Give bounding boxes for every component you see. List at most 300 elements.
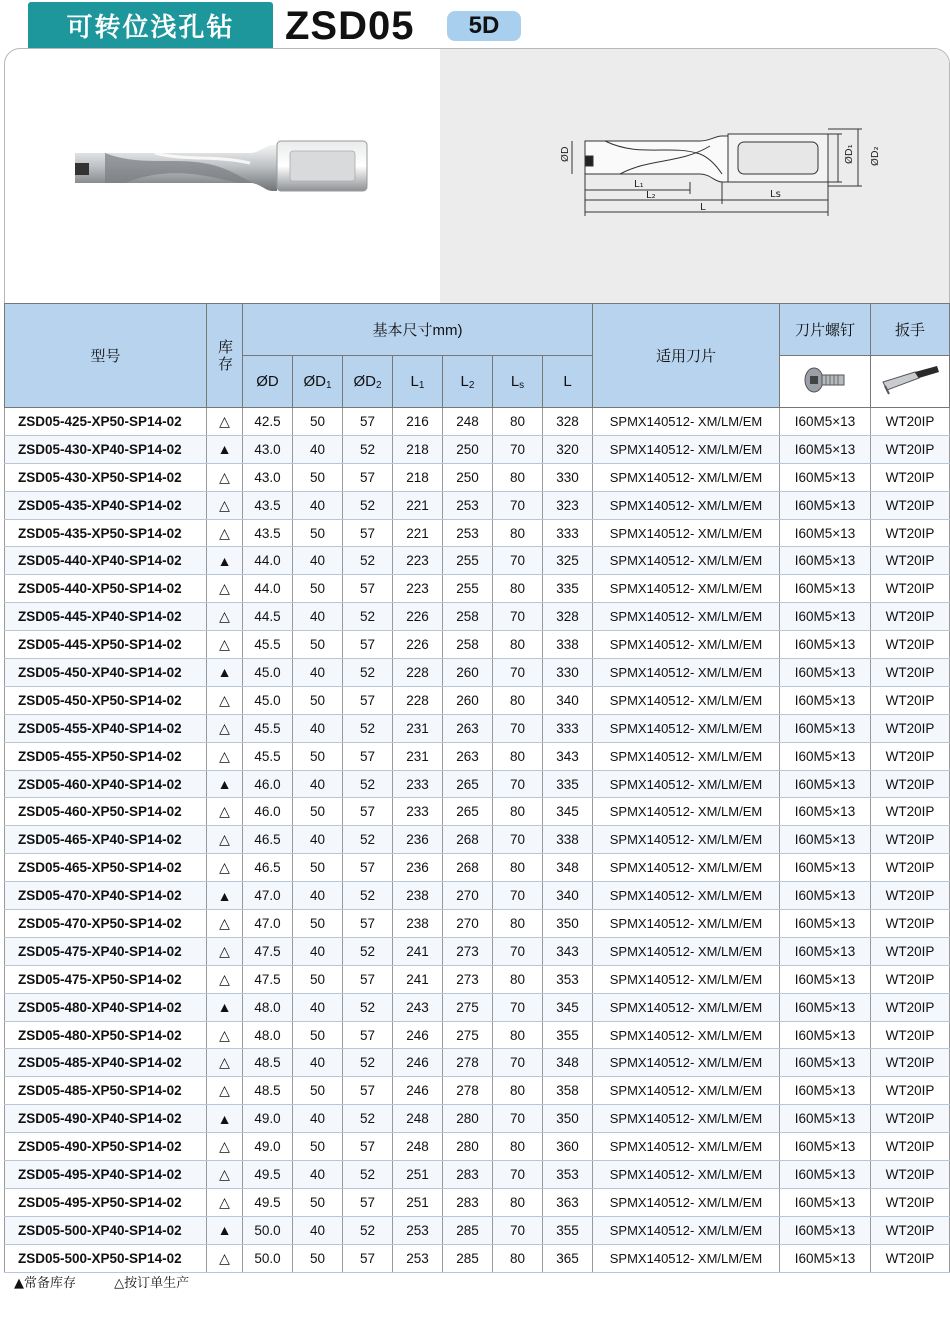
cell-d2: 57 bbox=[343, 742, 393, 770]
cell-stock: △ bbox=[207, 965, 243, 993]
cell-insert: SPMX140512- XM/LM/EM bbox=[593, 714, 780, 742]
drill-photo-icon bbox=[65, 139, 370, 199]
cell-screw: I60M5×13 bbox=[780, 491, 871, 519]
cell-d2: 52 bbox=[343, 770, 393, 798]
cell-d: 44.0 bbox=[243, 547, 293, 575]
cell-l1: 236 bbox=[393, 826, 443, 854]
cell-d2: 52 bbox=[343, 826, 393, 854]
cell-ls: 80 bbox=[493, 686, 543, 714]
cell-insert: SPMX140512- XM/LM/EM bbox=[593, 631, 780, 659]
image-panel bbox=[4, 48, 950, 306]
cell-l2: 258 bbox=[443, 631, 493, 659]
cell-ls: 80 bbox=[493, 1133, 543, 1161]
table-row bbox=[5, 937, 950, 965]
table-row bbox=[5, 1049, 950, 1077]
cell-model: ZSD05-490-XP40-SP14-02 bbox=[5, 1105, 207, 1133]
cell-ls: 70 bbox=[493, 770, 543, 798]
table-row bbox=[5, 770, 950, 798]
cell-wrench: WT20IP bbox=[871, 826, 950, 854]
cell-l1: 231 bbox=[393, 742, 443, 770]
cell-d: 47.5 bbox=[243, 965, 293, 993]
cell-insert: SPMX140512- XM/LM/EM bbox=[593, 659, 780, 687]
cell-screw: I60M5×13 bbox=[780, 1216, 871, 1244]
col-wrench-header: 扳手 bbox=[871, 304, 950, 356]
cell-d1: 40 bbox=[293, 1049, 343, 1077]
cell-l1: 221 bbox=[393, 519, 443, 547]
cell-insert: SPMX140512- XM/LM/EM bbox=[593, 1188, 780, 1216]
cell-stock: △ bbox=[207, 1021, 243, 1049]
cell-insert: SPMX140512- XM/LM/EM bbox=[593, 965, 780, 993]
cell-d2: 57 bbox=[343, 1133, 393, 1161]
cell-model: ZSD05-495-XP50-SP14-02 bbox=[5, 1188, 207, 1216]
cell-ls: 80 bbox=[493, 408, 543, 436]
col-ls-header: $L_s$ bbox=[493, 356, 543, 408]
cell-stock: △ bbox=[207, 1077, 243, 1105]
cell-model: ZSD05-490-XP50-SP14-02 bbox=[5, 1133, 207, 1161]
legend-made-to-order: △按订单生产 bbox=[114, 1276, 190, 1291]
cell-stock: △ bbox=[207, 575, 243, 603]
cell-l: 345 bbox=[543, 798, 593, 826]
cell-l1: 238 bbox=[393, 882, 443, 910]
cell-d: 42.5 bbox=[243, 408, 293, 436]
table-row bbox=[5, 742, 950, 770]
cell-screw: I60M5×13 bbox=[780, 1188, 871, 1216]
cell-l2: 280 bbox=[443, 1105, 493, 1133]
cell-d2: 57 bbox=[343, 519, 393, 547]
cell-ls: 80 bbox=[493, 854, 543, 882]
cell-stock: ▲ bbox=[207, 993, 243, 1021]
cell-ls: 80 bbox=[493, 463, 543, 491]
cell-ls: 70 bbox=[493, 993, 543, 1021]
cell-d2: 52 bbox=[343, 547, 393, 575]
cell-screw: I60M5×13 bbox=[780, 770, 871, 798]
cell-stock: ▲ bbox=[207, 882, 243, 910]
cell-l: 350 bbox=[543, 1105, 593, 1133]
cell-d: 46.0 bbox=[243, 798, 293, 826]
cell-insert: SPMX140512- XM/LM/EM bbox=[593, 826, 780, 854]
table-row bbox=[5, 435, 950, 463]
cell-model: ZSD05-470-XP40-SP14-02 bbox=[5, 882, 207, 910]
cell-ls: 80 bbox=[493, 965, 543, 993]
cell-d: 43.5 bbox=[243, 491, 293, 519]
cell-l1: 243 bbox=[393, 993, 443, 1021]
cell-stock: △ bbox=[207, 854, 243, 882]
cell-l1: 231 bbox=[393, 714, 443, 742]
dim-d2-label: ØD₂ bbox=[870, 146, 881, 166]
cell-l1: 253 bbox=[393, 1216, 443, 1244]
length-badge: 5D bbox=[447, 11, 521, 41]
cell-d: 45.5 bbox=[243, 714, 293, 742]
cell-stock: △ bbox=[207, 1161, 243, 1189]
cell-stock: ▲ bbox=[207, 770, 243, 798]
cell-stock: ▲ bbox=[207, 435, 243, 463]
cell-l2: 270 bbox=[443, 910, 493, 938]
cell-insert: SPMX140512- XM/LM/EM bbox=[593, 854, 780, 882]
cell-model: ZSD05-445-XP50-SP14-02 bbox=[5, 631, 207, 659]
cell-ls: 80 bbox=[493, 519, 543, 547]
cell-screw: I60M5×13 bbox=[780, 1077, 871, 1105]
cell-l1: 228 bbox=[393, 659, 443, 687]
cell-ls: 70 bbox=[493, 659, 543, 687]
cell-d2: 57 bbox=[343, 463, 393, 491]
cell-d: 46.5 bbox=[243, 854, 293, 882]
cell-insert: SPMX140512- XM/LM/EM bbox=[593, 882, 780, 910]
cell-l2: 265 bbox=[443, 770, 493, 798]
cell-d: 43.0 bbox=[243, 463, 293, 491]
cell-stock: △ bbox=[207, 1244, 243, 1272]
cell-d: 43.5 bbox=[243, 519, 293, 547]
cell-stock: △ bbox=[207, 1188, 243, 1216]
cell-wrench: WT20IP bbox=[871, 742, 950, 770]
table-row bbox=[5, 547, 950, 575]
cell-insert: SPMX140512- XM/LM/EM bbox=[593, 603, 780, 631]
cell-l1: 251 bbox=[393, 1161, 443, 1189]
cell-screw: I60M5×13 bbox=[780, 798, 871, 826]
cell-l2: 263 bbox=[443, 742, 493, 770]
cell-insert: SPMX140512- XM/LM/EM bbox=[593, 1161, 780, 1189]
cell-d: 46.5 bbox=[243, 826, 293, 854]
cell-wrench: WT20IP bbox=[871, 659, 950, 687]
cell-d1: 50 bbox=[293, 1077, 343, 1105]
cell-wrench: WT20IP bbox=[871, 491, 950, 519]
cell-model: ZSD05-455-XP40-SP14-02 bbox=[5, 714, 207, 742]
cell-d: 48.5 bbox=[243, 1077, 293, 1105]
cell-l2: 285 bbox=[443, 1244, 493, 1272]
cell-insert: SPMX140512- XM/LM/EM bbox=[593, 463, 780, 491]
cell-d1: 40 bbox=[293, 770, 343, 798]
cell-wrench: WT20IP bbox=[871, 603, 950, 631]
cell-wrench: WT20IP bbox=[871, 435, 950, 463]
cell-screw: I60M5×13 bbox=[780, 603, 871, 631]
table-row bbox=[5, 519, 950, 547]
cell-l1: 246 bbox=[393, 1077, 443, 1105]
cell-ls: 70 bbox=[493, 937, 543, 965]
cell-l: 338 bbox=[543, 826, 593, 854]
cell-insert: SPMX140512- XM/LM/EM bbox=[593, 1021, 780, 1049]
cell-stock: △ bbox=[207, 408, 243, 436]
cell-l1: 216 bbox=[393, 408, 443, 436]
cell-screw: I60M5×13 bbox=[780, 631, 871, 659]
cell-l: 358 bbox=[543, 1077, 593, 1105]
title-tab: 可转位浅孔钻 bbox=[28, 2, 273, 48]
cell-wrench: WT20IP bbox=[871, 575, 950, 603]
cell-ls: 70 bbox=[493, 547, 543, 575]
cell-stock: △ bbox=[207, 742, 243, 770]
cell-l2: 253 bbox=[443, 519, 493, 547]
col-insert-header: 适用刀片 bbox=[593, 304, 780, 408]
cell-l: 338 bbox=[543, 631, 593, 659]
cell-l: 340 bbox=[543, 882, 593, 910]
cell-model: ZSD05-450-XP40-SP14-02 bbox=[5, 659, 207, 687]
cell-insert: SPMX140512- XM/LM/EM bbox=[593, 1133, 780, 1161]
cell-l2: 253 bbox=[443, 491, 493, 519]
cell-l2: 248 bbox=[443, 408, 493, 436]
col-model-header: 型号 bbox=[5, 304, 207, 408]
cell-d2: 57 bbox=[343, 1021, 393, 1049]
cell-screw: I60M5×13 bbox=[780, 1049, 871, 1077]
cell-model: ZSD05-500-XP50-SP14-02 bbox=[5, 1244, 207, 1272]
table-row bbox=[5, 631, 950, 659]
cell-stock: △ bbox=[207, 910, 243, 938]
cell-l1: 238 bbox=[393, 910, 443, 938]
cell-d2: 57 bbox=[343, 910, 393, 938]
cell-stock: △ bbox=[207, 937, 243, 965]
cell-ls: 80 bbox=[493, 631, 543, 659]
cell-d: 49.5 bbox=[243, 1188, 293, 1216]
legend-in-stock: ▲常备库存 bbox=[14, 1276, 76, 1291]
spec-table bbox=[4, 303, 950, 1273]
cell-ls: 80 bbox=[493, 1188, 543, 1216]
table-row bbox=[5, 965, 950, 993]
cell-d: 47.0 bbox=[243, 882, 293, 910]
cell-d: 49.0 bbox=[243, 1133, 293, 1161]
col-l1-header: $L_1$ bbox=[393, 356, 443, 408]
cell-d: 48.0 bbox=[243, 993, 293, 1021]
cell-d1: 50 bbox=[293, 1188, 343, 1216]
cell-l1: 248 bbox=[393, 1105, 443, 1133]
cell-d2: 57 bbox=[343, 1188, 393, 1216]
cell-wrench: WT20IP bbox=[871, 1021, 950, 1049]
cell-l1: 233 bbox=[393, 798, 443, 826]
cell-d: 50.0 bbox=[243, 1244, 293, 1272]
cell-wrench: WT20IP bbox=[871, 519, 950, 547]
cell-l: 323 bbox=[543, 491, 593, 519]
cell-screw: I60M5×13 bbox=[780, 463, 871, 491]
cell-l1: 228 bbox=[393, 686, 443, 714]
cell-insert: SPMX140512- XM/LM/EM bbox=[593, 1049, 780, 1077]
cell-l: 353 bbox=[543, 965, 593, 993]
cell-screw: I60M5×13 bbox=[780, 686, 871, 714]
cell-ls: 70 bbox=[493, 826, 543, 854]
cell-d1: 50 bbox=[293, 1244, 343, 1272]
cell-l: 328 bbox=[543, 603, 593, 631]
cell-screw: I60M5×13 bbox=[780, 937, 871, 965]
cell-screw: I60M5×13 bbox=[780, 547, 871, 575]
cell-d1: 40 bbox=[293, 1105, 343, 1133]
cell-d1: 40 bbox=[293, 714, 343, 742]
cell-l1: 226 bbox=[393, 631, 443, 659]
cell-l2: 268 bbox=[443, 826, 493, 854]
cell-wrench: WT20IP bbox=[871, 547, 950, 575]
wrench-image-cell bbox=[871, 356, 950, 408]
cell-model: ZSD05-435-XP50-SP14-02 bbox=[5, 519, 207, 547]
cell-l: 343 bbox=[543, 937, 593, 965]
cell-d2: 52 bbox=[343, 937, 393, 965]
table-row bbox=[5, 1216, 950, 1244]
cell-wrench: WT20IP bbox=[871, 798, 950, 826]
cell-l2: 278 bbox=[443, 1049, 493, 1077]
cell-ls: 70 bbox=[493, 1105, 543, 1133]
table-row bbox=[5, 826, 950, 854]
cell-model: ZSD05-440-XP50-SP14-02 bbox=[5, 575, 207, 603]
cell-d2: 52 bbox=[343, 491, 393, 519]
cell-insert: SPMX140512- XM/LM/EM bbox=[593, 910, 780, 938]
cell-stock: △ bbox=[207, 491, 243, 519]
cell-l: 355 bbox=[543, 1216, 593, 1244]
cell-l2: 275 bbox=[443, 1021, 493, 1049]
table-row bbox=[5, 1021, 950, 1049]
cell-stock: △ bbox=[207, 686, 243, 714]
cell-d2: 57 bbox=[343, 631, 393, 659]
cell-insert: SPMX140512- XM/LM/EM bbox=[593, 770, 780, 798]
cell-l2: 263 bbox=[443, 714, 493, 742]
cell-d1: 40 bbox=[293, 659, 343, 687]
cell-l1: 246 bbox=[393, 1021, 443, 1049]
cell-d2: 57 bbox=[343, 854, 393, 882]
cell-d: 45.5 bbox=[243, 742, 293, 770]
cell-l2: 285 bbox=[443, 1216, 493, 1244]
cell-insert: SPMX140512- XM/LM/EM bbox=[593, 937, 780, 965]
cell-d2: 52 bbox=[343, 882, 393, 910]
cell-insert: SPMX140512- XM/LM/EM bbox=[593, 1077, 780, 1105]
cell-l1: 253 bbox=[393, 1244, 443, 1272]
cell-l: 330 bbox=[543, 659, 593, 687]
cell-screw: I60M5×13 bbox=[780, 1161, 871, 1189]
table-row bbox=[5, 798, 950, 826]
cell-stock: △ bbox=[207, 714, 243, 742]
cell-d: 48.0 bbox=[243, 1021, 293, 1049]
cell-wrench: WT20IP bbox=[871, 408, 950, 436]
cell-d2: 52 bbox=[343, 1216, 393, 1244]
cell-screw: I60M5×13 bbox=[780, 854, 871, 882]
cell-wrench: WT20IP bbox=[871, 965, 950, 993]
cell-d1: 40 bbox=[293, 435, 343, 463]
cell-wrench: WT20IP bbox=[871, 1077, 950, 1105]
cell-d1: 40 bbox=[293, 547, 343, 575]
cell-insert: SPMX140512- XM/LM/EM bbox=[593, 575, 780, 603]
cell-d: 45.5 bbox=[243, 631, 293, 659]
table-row bbox=[5, 854, 950, 882]
cell-l: 343 bbox=[543, 742, 593, 770]
cell-d: 47.5 bbox=[243, 937, 293, 965]
cell-d2: 52 bbox=[343, 993, 393, 1021]
cell-l1: 226 bbox=[393, 603, 443, 631]
cell-stock: △ bbox=[207, 463, 243, 491]
cell-d2: 52 bbox=[343, 714, 393, 742]
cell-wrench: WT20IP bbox=[871, 1161, 950, 1189]
cell-stock: ▲ bbox=[207, 1105, 243, 1133]
cell-stock: ▲ bbox=[207, 659, 243, 687]
cell-wrench: WT20IP bbox=[871, 1049, 950, 1077]
table-row bbox=[5, 686, 950, 714]
cell-ls: 80 bbox=[493, 1244, 543, 1272]
dim-ls-label: Ls bbox=[770, 189, 781, 200]
cell-insert: SPMX140512- XM/LM/EM bbox=[593, 1216, 780, 1244]
cell-d1: 50 bbox=[293, 631, 343, 659]
col-d-header: ØD bbox=[243, 356, 293, 408]
cell-ls: 70 bbox=[493, 1049, 543, 1077]
cell-insert: SPMX140512- XM/LM/EM bbox=[593, 993, 780, 1021]
cell-d1: 50 bbox=[293, 965, 343, 993]
col-stock-header: 库存 bbox=[207, 304, 243, 408]
cell-ls: 70 bbox=[493, 1216, 543, 1244]
table-row bbox=[5, 408, 950, 436]
cell-l1: 223 bbox=[393, 575, 443, 603]
cell-model: ZSD05-430-XP50-SP14-02 bbox=[5, 463, 207, 491]
cell-insert: SPMX140512- XM/LM/EM bbox=[593, 1105, 780, 1133]
cell-l1: 241 bbox=[393, 937, 443, 965]
cell-d2: 52 bbox=[343, 603, 393, 631]
cell-model: ZSD05-465-XP40-SP14-02 bbox=[5, 826, 207, 854]
cell-l: 353 bbox=[543, 1161, 593, 1189]
cell-insert: SPMX140512- XM/LM/EM bbox=[593, 519, 780, 547]
table-row bbox=[5, 993, 950, 1021]
cell-l: 335 bbox=[543, 575, 593, 603]
dim-l-label: L bbox=[700, 202, 706, 213]
cell-insert: SPMX140512- XM/LM/EM bbox=[593, 491, 780, 519]
cell-d1: 50 bbox=[293, 686, 343, 714]
cell-stock: ▲ bbox=[207, 547, 243, 575]
cell-l2: 283 bbox=[443, 1161, 493, 1189]
table-row bbox=[5, 463, 950, 491]
table-row bbox=[5, 659, 950, 687]
cell-model: ZSD05-495-XP40-SP14-02 bbox=[5, 1161, 207, 1189]
table-row bbox=[5, 1188, 950, 1216]
cell-screw: I60M5×13 bbox=[780, 659, 871, 687]
cell-ls: 70 bbox=[493, 435, 543, 463]
cell-wrench: WT20IP bbox=[871, 686, 950, 714]
cell-l2: 250 bbox=[443, 463, 493, 491]
cell-d1: 50 bbox=[293, 408, 343, 436]
cell-model: ZSD05-425-XP50-SP14-02 bbox=[5, 408, 207, 436]
cell-wrench: WT20IP bbox=[871, 631, 950, 659]
cell-model: ZSD05-455-XP50-SP14-02 bbox=[5, 742, 207, 770]
cell-d1: 50 bbox=[293, 1133, 343, 1161]
cell-stock: △ bbox=[207, 631, 243, 659]
cell-ls: 70 bbox=[493, 603, 543, 631]
cell-l2: 260 bbox=[443, 686, 493, 714]
col-d1-header: $ØD_1$ bbox=[293, 356, 343, 408]
cell-ls: 70 bbox=[493, 1161, 543, 1189]
cell-l2: 270 bbox=[443, 882, 493, 910]
cell-stock: ▲ bbox=[207, 1216, 243, 1244]
dim-d-label: ØD bbox=[560, 146, 571, 162]
cell-d1: 50 bbox=[293, 1021, 343, 1049]
cell-insert: SPMX140512- XM/LM/EM bbox=[593, 686, 780, 714]
cell-l2: 283 bbox=[443, 1188, 493, 1216]
table-row bbox=[5, 714, 950, 742]
cell-d: 45.0 bbox=[243, 686, 293, 714]
cell-l: 355 bbox=[543, 1021, 593, 1049]
cell-l2: 265 bbox=[443, 798, 493, 826]
cell-ls: 80 bbox=[493, 910, 543, 938]
cell-model: ZSD05-485-XP40-SP14-02 bbox=[5, 1049, 207, 1077]
cell-d1: 40 bbox=[293, 882, 343, 910]
cell-screw: I60M5×13 bbox=[780, 1105, 871, 1133]
cell-model: ZSD05-485-XP50-SP14-02 bbox=[5, 1077, 207, 1105]
model-title: ZSD05 bbox=[285, 4, 415, 48]
cell-wrench: WT20IP bbox=[871, 714, 950, 742]
cell-l1: 248 bbox=[393, 1133, 443, 1161]
cell-d1: 40 bbox=[293, 993, 343, 1021]
cell-insert: SPMX140512- XM/LM/EM bbox=[593, 1244, 780, 1272]
cell-stock: △ bbox=[207, 1049, 243, 1077]
cell-screw: I60M5×13 bbox=[780, 519, 871, 547]
drill-drawing-icon bbox=[560, 124, 895, 219]
cell-insert: SPMX140512- XM/LM/EM bbox=[593, 798, 780, 826]
cell-stock: △ bbox=[207, 826, 243, 854]
cell-d1: 50 bbox=[293, 910, 343, 938]
cell-l: 363 bbox=[543, 1188, 593, 1216]
cell-model: ZSD05-430-XP40-SP14-02 bbox=[5, 435, 207, 463]
cell-wrench: WT20IP bbox=[871, 463, 950, 491]
cell-d1: 40 bbox=[293, 491, 343, 519]
cell-l2: 280 bbox=[443, 1133, 493, 1161]
table-row bbox=[5, 1133, 950, 1161]
cell-d: 47.0 bbox=[243, 910, 293, 938]
table-row bbox=[5, 910, 950, 938]
cell-ls: 70 bbox=[493, 491, 543, 519]
